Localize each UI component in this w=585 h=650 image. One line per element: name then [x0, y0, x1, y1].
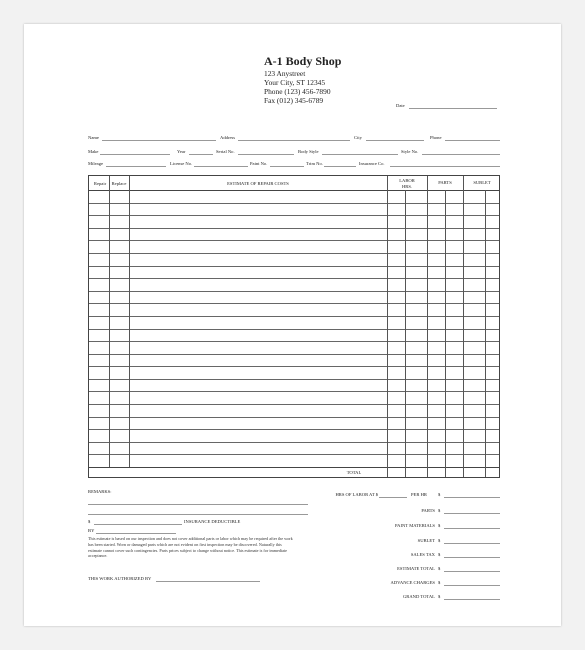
col-header-sublet: SUBLET [473, 180, 491, 185]
table-rule [89, 291, 499, 292]
grand-total-label: GRAND TOTAL [402, 594, 435, 599]
table-column-rule [405, 190, 406, 477]
estimate-disclaimer: This estimate is based on our inspection and does not cover additional parts or labor which may be required after the work has been started. Worn or damaged parts which are not evident on first inspection may be discovered. Naturally this estimate cannot cover such contingencies. Parts prices subject to change without notice. This estimate is for immediate acceptance. [88, 536, 293, 559]
license-label: License No. [170, 161, 193, 166]
table-column-rule [485, 190, 486, 477]
shop-phone: Phone (123) 456-7890 [264, 87, 331, 96]
col-header-replace: Replace [111, 181, 127, 186]
sublet-amount-field[interactable] [444, 543, 500, 544]
address-label: Address [220, 135, 236, 140]
table-rule [89, 278, 499, 279]
city-field[interactable] [366, 140, 424, 141]
table-rule [89, 316, 499, 317]
phone-label: Phone [430, 135, 442, 140]
remarks-label: REMARKS: [88, 489, 112, 494]
table-rule [89, 404, 499, 405]
shop-fax: Fax (012) 345-6789 [264, 96, 324, 105]
estimate-form-page [24, 24, 561, 626]
city-label: City [354, 135, 362, 140]
remarks-line-2[interactable] [88, 514, 308, 515]
insurance-field[interactable] [390, 166, 500, 167]
by-field[interactable] [96, 533, 176, 534]
paint-amount-field[interactable] [444, 528, 500, 529]
table-rule [89, 228, 499, 229]
make-label: Make [88, 149, 99, 154]
paint-field[interactable] [270, 166, 304, 167]
table-rule [89, 417, 499, 418]
parts-label: PARTS [421, 508, 435, 513]
grand-total-field[interactable] [444, 599, 500, 600]
grand-total-dollar: $ [438, 594, 441, 599]
table-rule [89, 429, 499, 430]
make-field[interactable] [100, 154, 170, 155]
advance-charges-label: ADVANCE CHARGES [390, 580, 435, 585]
table-rule [89, 467, 499, 468]
table-column-rule [387, 176, 388, 477]
col-header-labor: LABOR [399, 178, 415, 183]
table-column-rule [109, 176, 110, 467]
body-style-field[interactable] [322, 154, 398, 155]
date-label: Date [396, 103, 405, 108]
estimate-total-field[interactable] [444, 571, 500, 572]
shop-street: 123 Anystreet [264, 69, 306, 78]
sublet-label: SUBLET [417, 538, 435, 543]
insurance-label: Insurance Co. [359, 161, 385, 166]
table-rule [89, 215, 499, 216]
trim-label: Trim No. [306, 161, 323, 166]
table-total-label: TOTAL [346, 470, 362, 475]
date-field[interactable] [409, 108, 497, 109]
body-style-label: Body Style [298, 149, 319, 154]
table-rule [89, 341, 499, 342]
address-field[interactable] [238, 140, 350, 141]
advance-amount-field[interactable] [444, 585, 500, 586]
by-label: BY [88, 528, 95, 533]
sales-tax-label: SALES TAX [410, 552, 435, 557]
labor-dollar: $ [438, 492, 441, 497]
table-column-rule [129, 176, 130, 467]
table-rule [89, 303, 499, 304]
per-hr-label: PER HR [411, 492, 427, 497]
tax-amount-field[interactable] [444, 557, 500, 558]
col-header-estimate: ESTIMATE OF REPAIR COSTS [227, 181, 289, 186]
name-field[interactable] [102, 140, 216, 141]
table-rule [89, 366, 499, 367]
hrs-labor-label: HRS OF LABOR AT $ [335, 492, 378, 497]
estimate-table [88, 175, 500, 478]
insurance-deductible-label: INSURANCE DEDUCTIBLE [184, 519, 241, 524]
col-header-repair: Repair [93, 181, 107, 186]
serial-label: Serial No. [216, 149, 235, 154]
table-column-rule [427, 176, 428, 477]
table-rule [89, 203, 499, 204]
year-field[interactable] [189, 154, 213, 155]
authorized-by-label: THIS WORK AUTHORIZED BY [88, 576, 152, 581]
shop-city: Your City, ST 12345 [264, 78, 326, 87]
year-label: Year [177, 149, 186, 154]
table-rule [89, 379, 499, 380]
style-no-field[interactable] [422, 154, 500, 155]
name-label: Name [88, 135, 99, 140]
table-rule [89, 240, 499, 241]
estimate-total-dollar: $ [438, 566, 441, 571]
deductible-amount-field[interactable] [94, 524, 182, 525]
table-column-rule [445, 190, 446, 477]
trim-field[interactable] [324, 166, 356, 167]
table-column-rule [463, 176, 464, 477]
labor-amount-field[interactable] [444, 497, 500, 498]
serial-field[interactable] [238, 154, 294, 155]
paint-dollar: $ [438, 523, 441, 528]
col-header-labor-hrs: HRS. [401, 184, 413, 189]
phone-field[interactable] [445, 140, 500, 141]
labor-rate-field[interactable] [379, 497, 407, 498]
style-no-label: Style No. [401, 149, 419, 154]
table-rule [89, 391, 499, 392]
sublet-dollar: $ [438, 538, 441, 543]
table-rule [89, 266, 499, 267]
table-rule [89, 253, 499, 254]
advance-dollar: $ [438, 580, 441, 585]
license-field[interactable] [194, 166, 248, 167]
table-rule [89, 329, 499, 330]
col-header-parts: PARTS [438, 180, 452, 185]
mileage-field[interactable] [106, 166, 166, 167]
shop-name: A-1 Body Shop [264, 54, 342, 68]
authorized-by-field[interactable] [156, 581, 260, 582]
paint-materials-label: PAINT MATERIALS [395, 523, 435, 528]
estimate-total-label: ESTIMATE TOTAL [397, 566, 435, 571]
table-rule [89, 442, 499, 443]
mileage-label: Mileage [88, 161, 104, 166]
tax-dollar: $ [438, 552, 441, 557]
table-rule [89, 190, 499, 191]
table-rule [89, 454, 499, 455]
parts-amount-field[interactable] [444, 513, 500, 514]
deductible-dollar: $ [88, 519, 91, 524]
remarks-line-1[interactable] [88, 504, 308, 505]
parts-dollar: $ [438, 508, 441, 513]
table-rule [89, 354, 499, 355]
paint-label: Paint No. [250, 161, 268, 166]
